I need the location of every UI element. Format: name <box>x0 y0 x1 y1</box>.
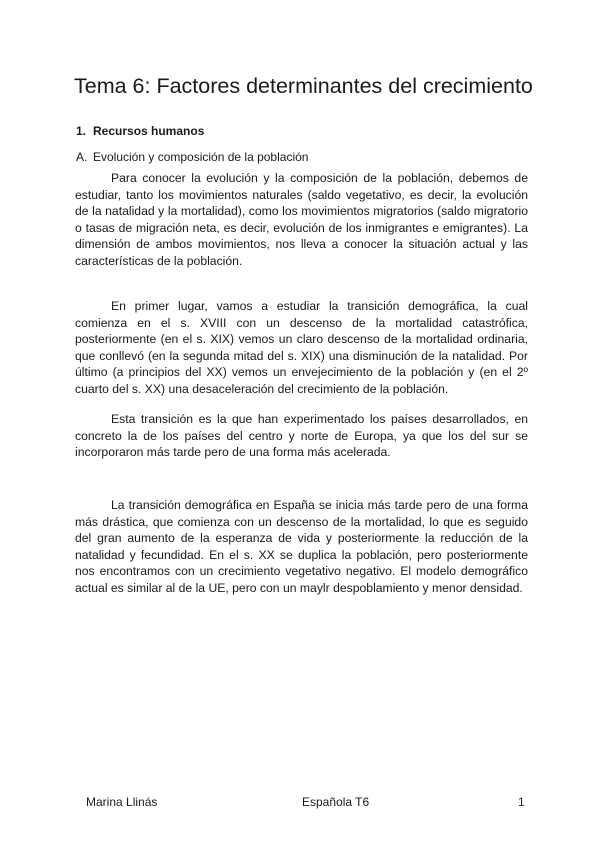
page-title: Tema 6: Factores determinantes del crecimiento <box>74 74 533 98</box>
body-paragraph: La transición demográfica en España se inicia más tarde pero de una forma más drástica, que comienza con un descenso de la mortalidad, lo que es seguido del gran aumento de la esperanza de vida y posteriormente la reducción de la natalidad y fecundidad. En el s. XX se duplica la población, pero posteriormente nos encontramos con un crecimiento vegetativo negativo. El modelo demográfico actual es similar al de la UE, pero con un maylr despoblamiento y menor densidad. <box>75 498 528 595</box>
subsection-label: Evolución y composición de la población <box>93 150 309 164</box>
subsection-number: A. <box>76 150 88 164</box>
footer-author: Marina Llinás <box>86 795 158 809</box>
section-number: 1. <box>76 124 87 138</box>
body-paragraph: Esta transición es la que han experimentado los países desarrollados, en concreto la de los países del centro y norte de Europa, ya que los del sur se incorporaron más tarde pero de una forma más acelerada. <box>75 412 528 460</box>
section-label: Recursos humanos <box>93 124 205 138</box>
section-heading <box>76 124 204 138</box>
footer-course: Española T6 <box>302 795 370 809</box>
body-paragraph: En primer lugar, vamos a estudiar la transición demográfica, la cual comienza en el s. XVIII con un descenso de la mortalidad catastrófica, posteriormente (en el s. XIX) vemos un claro descenso de la mortalidad ordinaria, que conllevó (en la segunda mitad del s. XIX) una disminución de la natalidad. Por último (a principios del XX) vemos un envejecimiento de la población y (en el 2º cuarto del s. XX) una desaceleración del crecimiento de la población. <box>75 299 528 396</box>
subsection-heading <box>76 150 308 164</box>
page-number: 1 <box>518 795 525 809</box>
body-paragraph: Para conocer la evolución y la composición de la población, debemos de estudiar, tanto los movimientos naturales (saldo vegetativo, es decir, la evolución de la natalidad y la mortalidad), como los movimientos migratorios (saldo migratorio o tasas de migración neta, es decir, evolución de los inmigrantes e emigrantes). La dimensión de ambos movimientos, nos lleva a conocer la situación actual y las características de la población. <box>75 171 528 268</box>
